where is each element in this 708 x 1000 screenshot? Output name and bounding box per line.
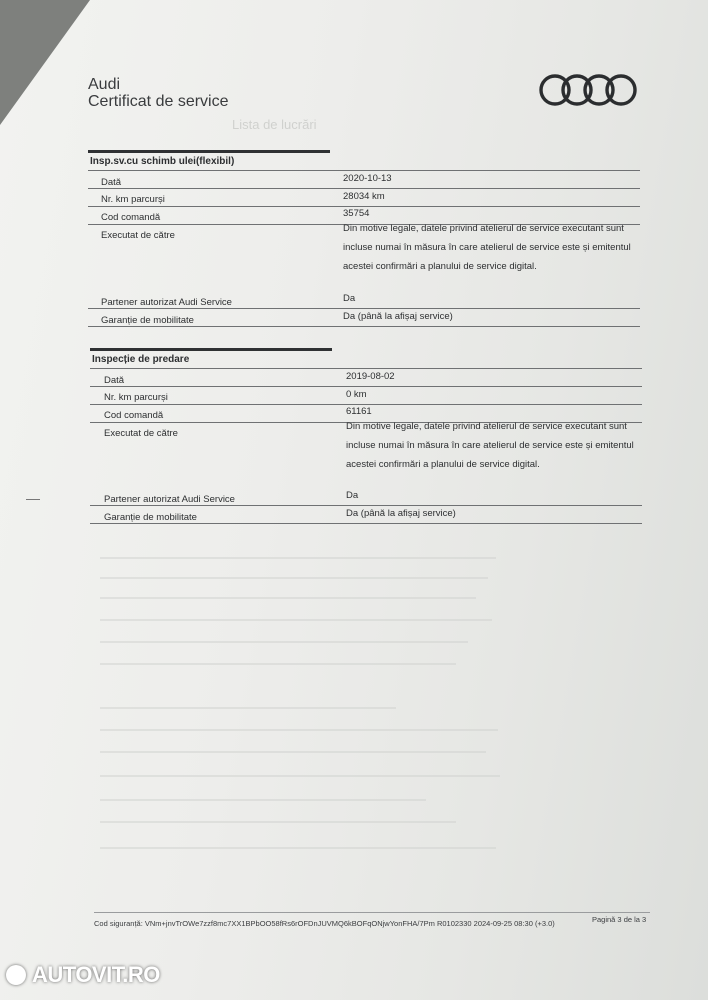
section-bar <box>88 150 330 153</box>
date-label: Dată <box>104 375 125 386</box>
watermark-text: AUTOVIT.RO <box>32 962 160 987</box>
km-label: Nr. km parcurși <box>104 392 168 403</box>
row-rule <box>88 188 640 189</box>
row-rule <box>88 206 640 207</box>
date-value: 2019-08-02 <box>346 371 395 382</box>
mobility-guarantee-label: Garanție de mobilitate <box>101 315 194 326</box>
autovit-logo-icon <box>6 965 26 985</box>
partner-value: Da <box>346 490 359 501</box>
partner-label: Partener autorizat Audi Service <box>101 297 232 308</box>
order-label: Cod comandă <box>104 410 164 421</box>
row-rule <box>88 308 640 309</box>
km-label: Nr. km parcurși <box>101 194 165 205</box>
show-through-background <box>96 540 516 870</box>
security-code: Cod siguranță: VNm+jnvTrOWe7zzf8mc7XX1BPbOO58fRs6rOFDnJUVMQ6kBOFqONjwYonFHA/7Pm R0102330 2024-09-25 08:30 (+3.0) <box>94 919 555 928</box>
order-value: 61161 <box>346 406 372 417</box>
section-title: Insp.sv.cu schimb ulei(flexibil) <box>90 156 235 167</box>
km-value: 0 km <box>346 389 367 400</box>
autovit-watermark <box>6 962 160 988</box>
margin-mark <box>26 499 40 500</box>
audi-four-rings-logo-icon <box>538 70 638 110</box>
mobility-guarantee-label: Garanție de mobilitate <box>104 512 197 523</box>
brand-name: Audi <box>88 76 121 93</box>
row-rule <box>90 523 642 524</box>
executed-by-label: Executat de către <box>104 428 178 439</box>
executed-by-text: Din motive legale, datele privind atelierul de service executant sunt incluse numai în măsura în care atelierul de service este și emitentul acestei confirmări a planului de service digital. <box>346 421 634 470</box>
footer-rule <box>94 912 650 913</box>
order-value: 35754 <box>343 208 370 219</box>
mobility-guarantee-value: Da (până la afișaj service) <box>346 508 456 519</box>
partner-value: Da <box>343 293 356 304</box>
row-rule <box>90 505 642 506</box>
executed-by-text: Din motive legale, datele privind atelierul de service executant sunt incluse numai în măsura în care atelierul de service este și emitentul acestei confirmări a planului de service digital. <box>343 223 631 272</box>
row-rule <box>88 326 640 327</box>
mobility-guarantee-value: Da (până la afișaj service) <box>343 311 453 322</box>
show-through-text: Lista de lucrări <box>232 117 317 132</box>
row-rule <box>90 386 642 387</box>
folded-corner <box>0 0 90 125</box>
section-bar <box>90 348 332 351</box>
row-rule <box>90 404 642 405</box>
page-number: Pagină 3 de la 3 <box>592 915 647 924</box>
order-label: Cod comandă <box>101 212 161 223</box>
row-rule <box>88 170 640 171</box>
executed-by-label: Executat de către <box>101 230 175 241</box>
partner-label: Partener autorizat Audi Service <box>104 494 235 505</box>
km-value: 28034 km <box>343 191 385 202</box>
row-rule <box>90 368 642 369</box>
document-title: Certificat de service <box>88 93 229 110</box>
section-title: Inspecție de predare <box>92 354 190 365</box>
date-label: Dată <box>101 177 122 188</box>
date-value: 2020-10-13 <box>343 173 392 184</box>
